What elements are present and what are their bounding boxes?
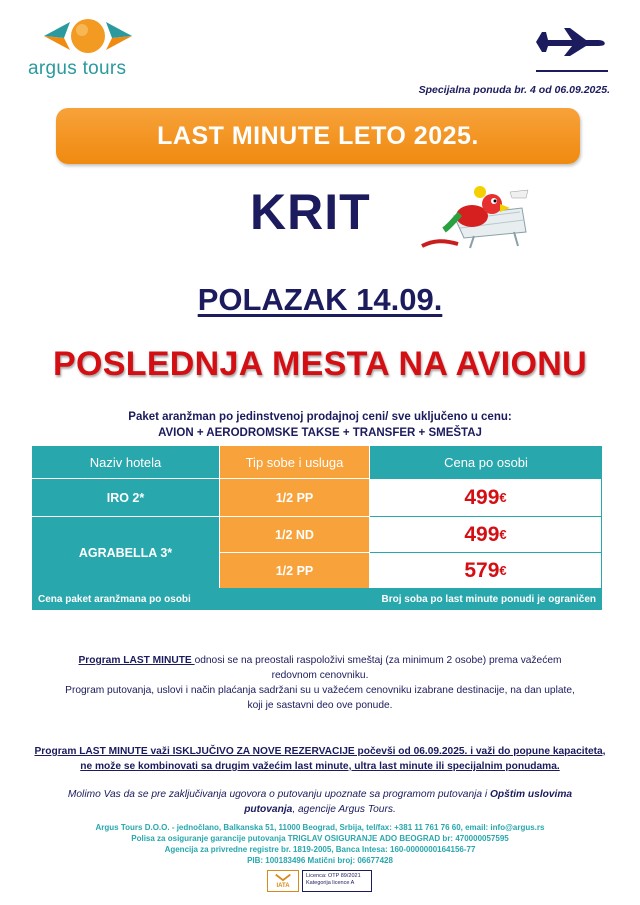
header-price: Cena po osobi — [370, 446, 602, 478]
footer-price-note: Cena paket aranžmana po osobi — [38, 593, 191, 605]
special-offer-label: Specijalna ponuda br. 4 od 06.09.2025. — [418, 84, 610, 96]
price-cell — [370, 552, 602, 588]
hotel-name: AGRABELLA 3* — [32, 516, 220, 588]
program-label: Program LAST MINUTE — [78, 655, 195, 666]
currency: € — [499, 563, 507, 578]
price-value: 499 — [464, 485, 500, 509]
divider-line — [536, 70, 608, 72]
company-footer — [0, 822, 640, 866]
terms-text-1: Molimo Vas da se pre zaključivanja ugovora o putovanju upoznate sa programom putovanja i — [67, 789, 490, 800]
footer-insurance: Polisa za osiguranje garancije putovanja TRIGLAV OSIGURANJE ADO BEOGRAD br: 470000057595 — [131, 834, 509, 843]
terms-link-2: putovanja — [244, 804, 293, 815]
program-notes — [0, 653, 640, 713]
price-value: 499 — [464, 522, 500, 546]
licence-category: Kategorija licence A — [306, 880, 355, 886]
validity-notes — [0, 744, 640, 774]
terms-link: Opštim uslovima — [490, 789, 573, 800]
parrot-sunbed-illustration — [414, 186, 534, 254]
room-service: 1/2 ND — [220, 516, 370, 552]
licence-number: Licenca: OTP 89/2021 — [306, 873, 361, 879]
airplane-icon — [534, 28, 606, 56]
validity-line-1: Program LAST MINUTE važi ISKLJUČIVO ZA NOVE REZERVACIJE počevši od 06.09.2025. i važi do popune kapaciteta, — [34, 746, 606, 757]
footer-address: Argus Tours D.O.O. - jednočlano, Balkanska 51, 11000 Beograd, Srbija, tel/fax: +381 11 761 76 60, email: info@argus.rs — [95, 823, 545, 832]
brand-name: argus tours — [28, 58, 127, 79]
terms-text-2: , agencije Argus Tours. — [292, 804, 396, 815]
price-cell — [370, 516, 602, 552]
footer-limit-note: Broj soba po last minute ponudi je ograničen — [381, 593, 596, 605]
program-text-2: redovnom cenovniku. — [271, 670, 369, 681]
destination-title: KRIT — [250, 184, 371, 240]
iata-label: IATA — [276, 883, 290, 889]
licence-box — [302, 870, 372, 892]
validity-line-2: ne može se kombinovati sa drugim važećim last minute, ultra last minute ili specijalnim ponudama. — [80, 761, 560, 772]
departure-text: POLAZAK 14.09. — [197, 282, 443, 317]
program-text-3: Program putovanja, uslovi i način plaćanja sadržani su u važećem cenovniku izabrane destinacije, na dan uplate, — [65, 685, 575, 696]
table-header-row — [32, 446, 602, 478]
currency: € — [499, 490, 507, 505]
footer-pib: PIB: 100183496 Matični broj: 06677428 — [247, 856, 393, 865]
price-cell — [370, 478, 602, 516]
package-description: Paket aranžman po jedinstvenoj prodajnoj ceni/ sve uključeno u cenu: — [128, 411, 512, 423]
header-service: Tip sobe i usluga — [220, 446, 370, 478]
program-text-4: koji je sastavni deo ove ponude. — [247, 700, 393, 711]
footer-registry: Agencija za privredne registre br. 1819-2005, Banca Intesa: 160-0000000164156-77 — [164, 845, 476, 854]
hotel-name: IRO 2* — [32, 478, 220, 516]
room-service: 1/2 PP — [220, 552, 370, 588]
terms-note — [0, 787, 640, 817]
price-value: 579 — [464, 558, 500, 582]
room-service: 1/2 PP — [220, 478, 370, 516]
table-row-group — [32, 516, 602, 588]
program-text-1: odnosi se na preostali raspoloživi smeštaj (za minimum 2 osobe) prema važećem — [194, 655, 562, 666]
header-hotel: Naziv hotela — [32, 446, 220, 478]
table-row — [32, 478, 602, 516]
last-seats-headline: POSLEDNJA MESTA NA AVIONU — [53, 345, 587, 383]
currency: € — [499, 527, 507, 542]
table-footer-row — [32, 588, 602, 610]
title-banner: LAST MINUTE LETO 2025. — [56, 108, 580, 164]
departure-date — [0, 282, 640, 318]
package-includes: AVION + AERODROMSKE TAKSE + TRANSFER + SMEŠTAJ — [158, 427, 482, 439]
